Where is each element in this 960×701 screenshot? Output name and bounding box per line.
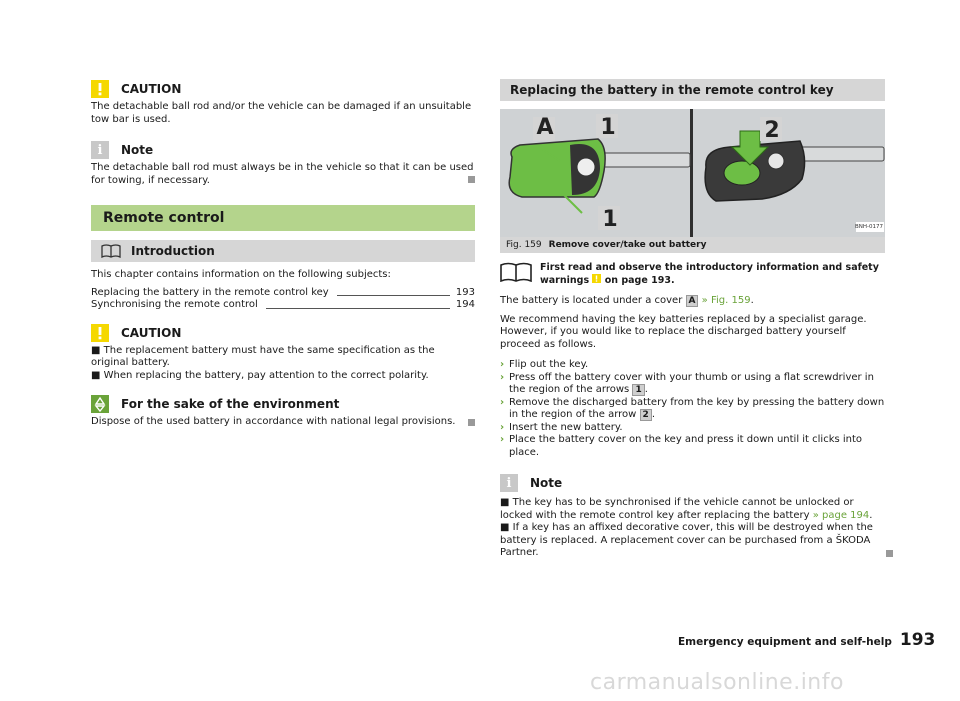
toc-label: Synchronising the remote control bbox=[91, 299, 258, 310]
note-title: Note bbox=[121, 143, 154, 157]
figure-number: Fig. 159 bbox=[506, 240, 542, 250]
intro-header bbox=[91, 240, 475, 262]
read-first-block bbox=[500, 262, 885, 287]
period: . bbox=[869, 509, 873, 521]
step-item: › Place the battery cover on the key and press it down until it clicks into place. bbox=[500, 434, 885, 459]
step-text: Press off the battery cover with your thumb or using a flat screwdriver in the region of the arrows bbox=[509, 371, 874, 395]
info-icon: i bbox=[91, 141, 109, 159]
toc-page: 194 bbox=[455, 299, 475, 310]
figure-caption bbox=[500, 237, 885, 253]
figure-caption-text: Remove cover/take out battery bbox=[548, 240, 707, 250]
environment-header bbox=[91, 394, 475, 414]
caution-title: CAUTION bbox=[121, 82, 182, 96]
arrow-marker: 1 bbox=[632, 384, 644, 396]
toc-page: 193 bbox=[455, 286, 475, 298]
period: . bbox=[644, 384, 648, 395]
note-header bbox=[500, 473, 885, 493]
steps-list bbox=[500, 359, 885, 459]
note-header bbox=[91, 140, 475, 160]
toc-leader bbox=[337, 295, 450, 296]
toc-leader bbox=[266, 308, 450, 309]
caution-item: ■ The replacement battery must have the same specification as the original battery. bbox=[91, 344, 435, 368]
toc-item[interactable] bbox=[91, 299, 475, 312]
step-item: › Insert the new battery. bbox=[500, 421, 623, 433]
read-first-text: First read and observe the introductory information and safety warnings bbox=[540, 262, 879, 286]
end-mark bbox=[468, 419, 475, 426]
step-text: Place the battery cover on the key and press it down until it clicks into place. bbox=[509, 434, 863, 458]
step-item: › Flip out the key. bbox=[500, 359, 589, 370]
caution-item: ■ When replacing the battery, pay attention to the correct polarity. bbox=[91, 369, 429, 381]
label-1: 1 bbox=[600, 115, 616, 140]
left-column bbox=[91, 79, 475, 429]
step-text: Insert the new battery. bbox=[509, 421, 623, 433]
read-first-page: on page 193. bbox=[604, 275, 675, 286]
section-heading: Replacing the battery in the remote control key bbox=[500, 79, 885, 101]
page-footer bbox=[678, 630, 935, 650]
caution-header bbox=[91, 79, 475, 99]
book-icon bbox=[500, 262, 532, 282]
note-title: Note bbox=[530, 476, 563, 490]
period: . bbox=[750, 295, 754, 306]
figure-code: BNH-0177 bbox=[855, 224, 884, 230]
step-item: › Press off the battery cover with your thumb or using a flat screwdriver in the region of the arrows 1 . bbox=[500, 371, 874, 395]
caution-text: The detachable ball rod and/or the vehicle can be damaged if an unsuitable tow bar is used. bbox=[91, 101, 472, 125]
label-1: 1 bbox=[602, 207, 618, 232]
end-mark bbox=[468, 176, 475, 183]
caution-title: CAUTION bbox=[121, 325, 182, 340]
step-text: Remove the discharged battery from the key by pressing the battery down in the region of the arrow bbox=[509, 396, 885, 420]
warning-icon bbox=[91, 80, 109, 98]
environment-text: Dispose of the used battery in accordance with national legal provisions. bbox=[91, 416, 456, 427]
end-mark bbox=[886, 550, 893, 557]
battery-location-text bbox=[500, 295, 885, 308]
right-column bbox=[500, 79, 885, 560]
watermark: carmanualsonline.info bbox=[590, 670, 844, 695]
caution-header bbox=[91, 323, 475, 343]
note-text: The detachable ball rod must always be in the vehicle so that it can be used for towing, if necessary. bbox=[91, 162, 474, 186]
label-2: 2 bbox=[764, 118, 780, 143]
period: . bbox=[651, 409, 655, 420]
warning-icon bbox=[592, 274, 601, 283]
toc-item[interactable] bbox=[91, 287, 475, 300]
figure-link[interactable]: » Fig. 159 bbox=[701, 295, 751, 306]
cover-marker: A bbox=[686, 295, 699, 307]
recommendation-text: We recommend having the key batteries replaced by a specialist garage. However, if you would like to replace the discharged battery yourself proceed as follows. bbox=[500, 313, 867, 350]
page-link[interactable]: » page 194 bbox=[812, 509, 870, 521]
warning-icon bbox=[91, 324, 109, 342]
label-a: A bbox=[536, 115, 554, 140]
recycle-icon bbox=[91, 395, 109, 413]
step-item: › Remove the discharged battery from the key by pressing the battery down in the region of the arrow 2 . bbox=[500, 396, 885, 420]
arrow-marker: 2 bbox=[640, 409, 652, 421]
environment-title: For the sake of the environment bbox=[121, 397, 340, 411]
note-item-text: ■ The key has to be synchronised if the vehicle cannot be unlocked or locked with the remote control key after replacing the battery bbox=[500, 497, 854, 521]
intro-text: This chapter contains information on the following subjects: bbox=[91, 269, 391, 280]
location-text: The battery is located under a cover bbox=[500, 295, 683, 306]
note-item: ■ If a key has an affixed decorative cover, this will be destroyed when the battery is replaced. A replacement cover can be purchased from a ŠKODA Partner. bbox=[500, 522, 873, 558]
page-number: 193 bbox=[899, 630, 936, 650]
figure-image bbox=[500, 109, 885, 237]
book-icon bbox=[101, 244, 121, 258]
section-title: Remote control bbox=[91, 205, 475, 231]
intro-title: Introduction bbox=[131, 244, 215, 258]
footer-section: Emergency equipment and self-help bbox=[678, 636, 892, 648]
toc-label: Replacing the battery in the remote control key bbox=[91, 286, 329, 298]
key-illustration bbox=[500, 109, 885, 237]
info-icon: i bbox=[500, 474, 518, 492]
note-item bbox=[500, 497, 885, 522]
step-text: Flip out the key. bbox=[509, 359, 589, 370]
